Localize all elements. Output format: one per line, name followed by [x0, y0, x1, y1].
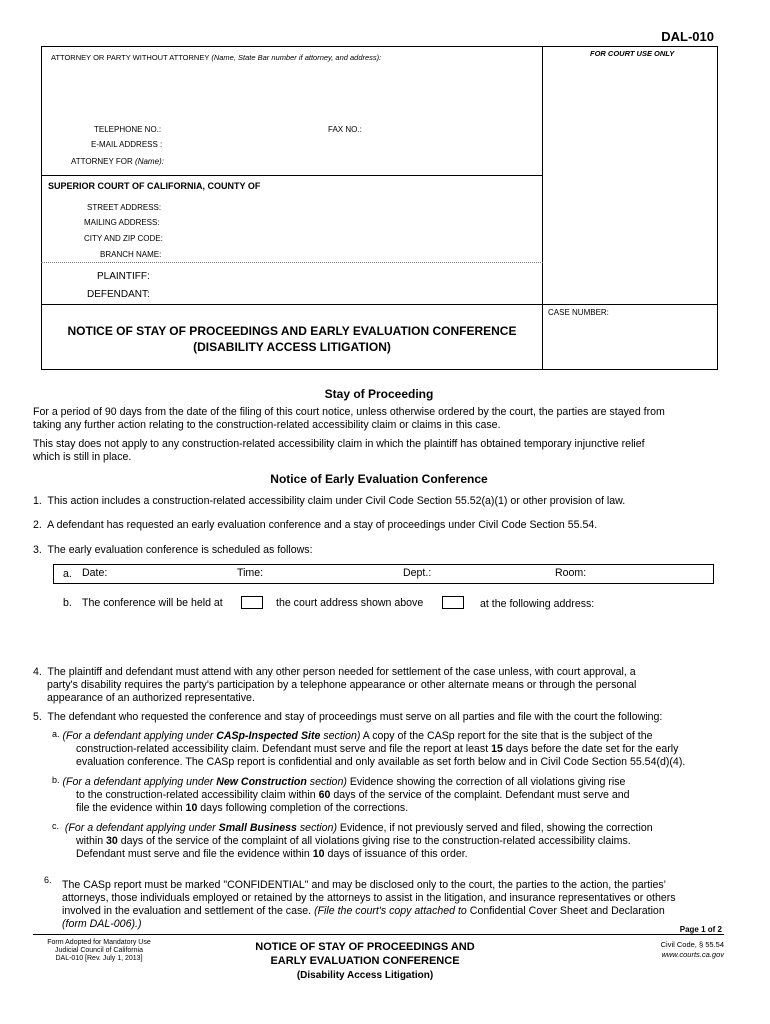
dept-field[interactable]: Dept.:: [403, 567, 432, 579]
stay-paragraph-2: This stay does not apply to any construction-related accessibility claim in which the plaintiff has obtained temporary injunctive relief which is still in place.: [33, 438, 645, 463]
court-heading: SUPERIOR COURT OF CALIFORNIA, COUNTY OF: [48, 181, 261, 191]
schedule-b-label: b.: [63, 597, 72, 609]
city-label: CITY AND ZIP CODE:: [84, 234, 163, 243]
item-5a: a. (For a defendant applying under CASp-Inspected Site section) A copy of the CASp report for the site that is the subject of the construction-related accessibility claim. Defendant must serve and file the report at least 15 days before the date set for the early evaluation conference. The CASp report is confidential and only available as set forth below and in Civil Code Section 55.54(d)(4).: [52, 729, 686, 768]
telephone-label: TELEPHONE NO.:: [94, 125, 162, 134]
code-citation: Civil Code, § 55.54 www.courts.ca.gov: [660, 940, 724, 959]
fax-label: FAX NO.:: [328, 125, 362, 134]
item-5b: b. (For a defendant applying under New Construction section) Evidence showing the correction of all violations giving rise to the construction-related accessibility claim within 60 days of the service of the complaint. Defendant must serve and file the evidence within 10 days following completion of the corrections.: [52, 775, 630, 814]
attorney-for-label: ATTORNEY FOR (Name):: [71, 157, 164, 166]
footer-title: NOTICE OF STAY OF PROCEEDINGS AND EARLY EVALUATION CONFERENCE (Disability Access Litigation): [255, 941, 475, 981]
room-field[interactable]: Room:: [555, 567, 587, 579]
time-field[interactable]: Time:: [237, 567, 264, 579]
court-use-label: FOR COURT USE ONLY: [590, 49, 675, 58]
court-address-label: the court address shown above: [276, 597, 424, 609]
item-4: 4. The plaintiff and defendant must attend with any other person needed for settlement of the case unless, with court approval, a party's disability requires the party's participation by a telephone appearance or other alternate means or through the personal appearance of an authorized representative.: [33, 666, 637, 704]
date-field[interactable]: Date:: [82, 567, 108, 579]
item-1: 1. This action includes a construction-related accessibility claim under Civil Code Section 55.52(a)(1) or other provision of law.: [33, 495, 626, 507]
item-5c: c. (For a defendant applying under Small Business section) Evidence, if not previously served and filed, showing the correction within 30 days of the service of the complaint of all violations giving rise to the construction-related accessibility claims. Defendant must serve and file the evidence within 10 days of issuance of this order.: [52, 821, 653, 860]
defendant-label: DEFENDANT:: [87, 289, 150, 300]
notice-heading: Notice of Early Evaluation Conference: [270, 472, 488, 486]
following-address-checkbox[interactable]: [442, 596, 464, 609]
case-number-label: CASE NUMBER:: [548, 308, 609, 317]
street-label: STREET ADDRESS:: [87, 203, 162, 212]
following-address-label: at the following address:: [480, 598, 595, 610]
form-number: DAL-010: [661, 29, 714, 44]
held-at-label: The conference will be held at: [82, 597, 223, 609]
notice-title: NOTICE OF STAY OF PROCEEDINGS AND EARLY EVALUATION CONFERENCE (DISABILITY ACCESS LITIGATION): [67, 324, 517, 354]
stay-paragraph-1: For a period of 90 days from the date of the filing of this court notice, unless otherwise ordered by the court, the parties are stayed from taking any further action relating to the construction-related accessibility claim or claims in this case.: [33, 406, 665, 431]
website-link[interactable]: www.courts.ca.gov: [661, 950, 724, 959]
mailing-label: MAILING ADDRESS:: [84, 218, 160, 227]
stay-heading: Stay of Proceeding: [324, 387, 434, 401]
item-3: 3. The early evaluation conference is scheduled as follows:: [33, 544, 313, 556]
item-2: 2. A defendant has requested an early evaluation conference and a stay of proceedings under Civil Code Section 55.54.: [33, 519, 598, 531]
attorney-label: ATTORNEY OR PARTY WITHOUT ATTORNEY (Name, State Bar number if attorney, and address):: [51, 53, 382, 62]
court-address-checkbox[interactable]: [241, 596, 263, 609]
branch-label: BRANCH NAME:: [100, 250, 162, 259]
item-6: 6. The CASp report must be marked "CONFIDENTIAL" and may be disclosed only to the court, the parties to the action, the parties’ attorneys, those individuals employed or retained by the attorneys to assist in the litigation, and insurance representatives or others involved in the evaluation and settlement of the case. (File the court's copy attached to Confidential Cover Sheet and Declaration (form DAL-006).): [44, 875, 676, 930]
schedule-row: [53, 564, 714, 584]
page-number: Page 1 of 2: [679, 925, 722, 934]
plaintiff-label: PLAINTIFF:: [97, 271, 150, 282]
schedule-a-label: a.: [63, 568, 72, 580]
adopted-note: Form Adopted for Mandatory Use Judicial Council of California DAL-010 [Rev. July 1, 2013]: [47, 939, 151, 962]
email-label: E-MAIL ADDRESS :: [91, 140, 163, 149]
item-5: 5. The defendant who requested the conference and stay of proceedings must serve on all parties and file with the court the following:: [33, 711, 663, 723]
